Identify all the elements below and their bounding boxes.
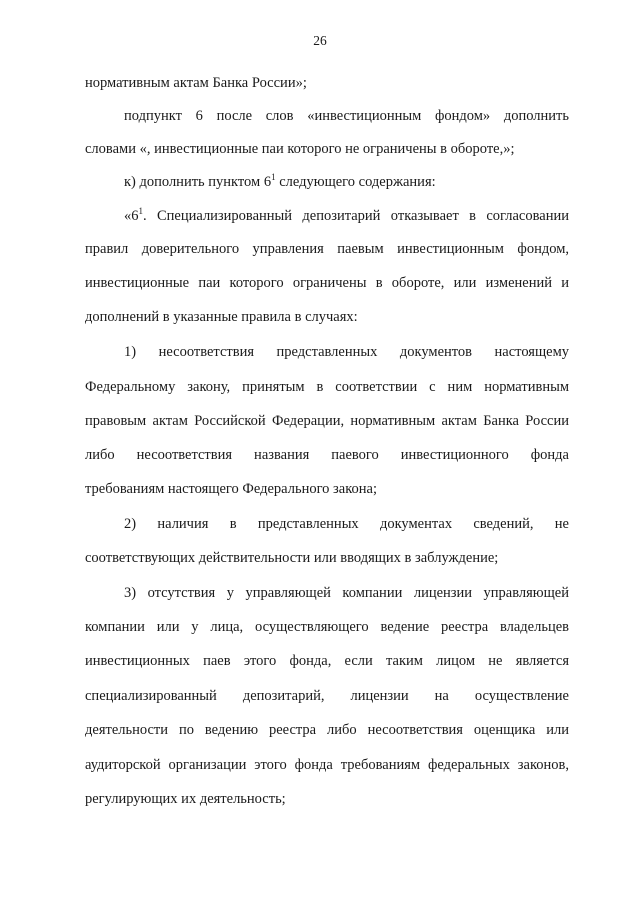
- text-line-16: 3) отсутствия у управляющей компании лицензии управляющей: [124, 585, 569, 601]
- text-line-2: подпункт 6 после слов «инвестиционным фондом» дополнить: [124, 108, 569, 124]
- superscript-1: 1: [271, 172, 276, 182]
- text-line-3: словами «, инвестиционные паи которого не ограничены в обороте,»;: [85, 141, 515, 157]
- text-line-15: соответствующих действительности или вводящих в заблуждение;: [85, 550, 499, 566]
- text-line-10: Федеральному закону, принятым в соответствии с ним нормативным: [85, 379, 569, 395]
- text-line-5-inner: [124, 207, 569, 225]
- text-line-5: [124, 207, 569, 225]
- text-line-21: аудиторской организации этого фонда требованиям федеральных законов,: [85, 757, 569, 773]
- text-line-4: [124, 173, 569, 191]
- text-line-4-start: к) дополнить пунктом 6: [124, 174, 272, 190]
- text-line-13: требованиям настоящего Федерального закона;: [85, 481, 377, 497]
- text-line-14: 2) наличия в представленных документах сведений, не: [124, 516, 569, 532]
- text-line-5-end: . Специализированный депозитарий отказывает в согласовании: [143, 208, 569, 224]
- text-line-11: правовым актам Российской Федерации, нормативным актам Банка России: [85, 413, 569, 429]
- text-line-20: деятельности по ведению реестра либо несоответствия оценщика или: [85, 722, 569, 738]
- text-line-19: специализированный депозитарий, лицензии на осуществление: [85, 688, 569, 704]
- page-number: 26: [313, 33, 327, 48]
- text-line-9: 1) несоответствия представленных документов настоящему: [124, 344, 569, 360]
- text-line-6: правил доверительного управления паевым инвестиционным фондом,: [85, 241, 569, 257]
- text-line-1: нормативным актам Банка России»;: [85, 75, 307, 91]
- text-line-18: инвестиционных паев этого фонда, если таким лицом не является: [85, 653, 569, 669]
- text-line-17: компании или у лица, осуществляющего ведение реестра владельцев: [85, 619, 569, 635]
- text-line-22: регулирующих их деятельность;: [85, 791, 286, 807]
- text-line-8: дополнений в указанные правила в случаях:: [85, 309, 358, 325]
- text-line-5-start: «6: [124, 208, 139, 224]
- text-line-12: либо несоответствия названия паевого инвестиционного фонда: [85, 447, 569, 463]
- text-line-4-end: следующего содержания:: [275, 174, 436, 190]
- text-line-7: инвестиционные паи которого ограничены в обороте, или изменений и: [85, 275, 569, 291]
- superscript-2: 1: [138, 206, 143, 216]
